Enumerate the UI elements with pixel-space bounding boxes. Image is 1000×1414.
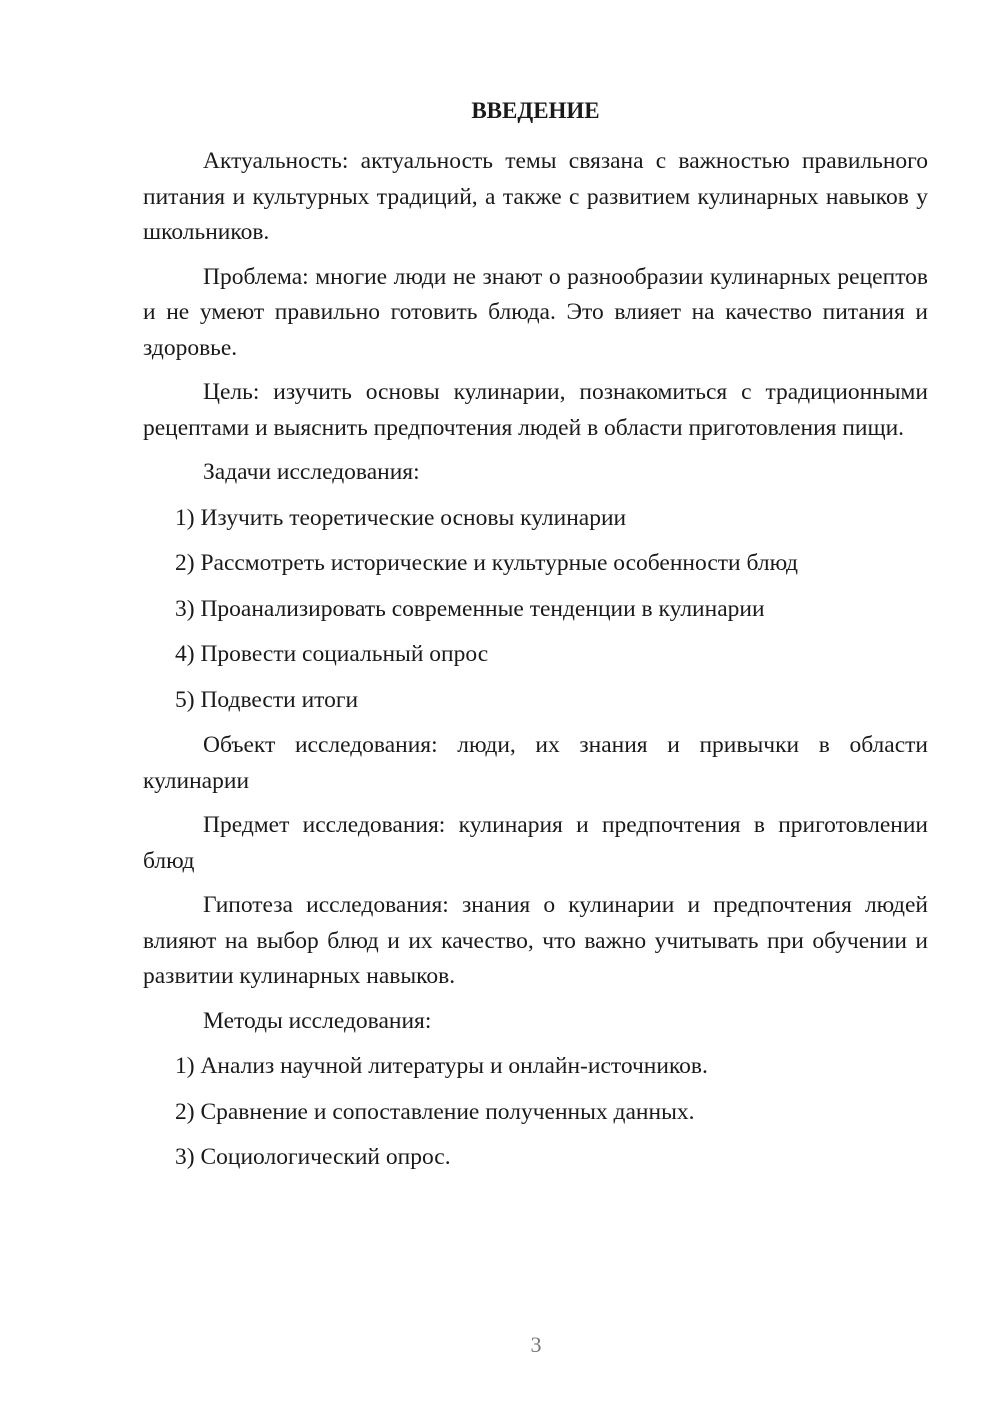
tasks-list	[143, 501, 928, 719]
paragraph-relevance: Актуальность: актуальность темы связана с важностью правильного питания и культурных традиций, а также с развитием кулинарных навыков у школьников.	[143, 148, 928, 245]
list-item: 2) Рассмотреть исторические и культурные особенности блюд	[175, 550, 798, 576]
methods-list	[143, 1049, 928, 1176]
list-item: 1) Анализ научной литературы и онлайн-источников.	[175, 1053, 708, 1079]
page-number: 3	[530, 1332, 542, 1357]
methods-heading: Методы исследования:	[203, 1007, 432, 1034]
list-item: 4) Провести социальный опрос	[175, 641, 489, 667]
list-item: 3) Социологический опрос.	[175, 1144, 451, 1170]
tasks-heading: Задачи исследования:	[203, 459, 420, 485]
paragraph-subject: Предмет исследования: кулинария и предпочтения в приготовлении блюд	[143, 812, 928, 874]
list-item: 2) Сравнение и сопоставление полученных данных.	[175, 1098, 695, 1125]
paragraph-hypothesis: Гипотеза исследования: знания о кулинарии и предпочтения людей влияют на выбор блюд и их качество, что важно учитывать при обучении и развитии кулинарных навыков.	[143, 892, 928, 989]
list-item: 1) Изучить теоретические основы кулинарии	[175, 504, 627, 531]
list-item: 5) Подвести итоги	[175, 686, 359, 713]
list-item: 3) Проанализировать современные тенденции в кулинарии	[175, 595, 765, 622]
paragraph-problem: Проблема: многие люди не знают о разнообразии кулинарных рецептов и не умеют правильно готовить блюда. Это влияет на качество питания и здоровье.	[143, 263, 928, 361]
paragraph-goal: Цель: изучить основы кулинарии, познакомиться с традиционными рецептами и выяснить предпочтения людей в области приготовления пищи.	[143, 379, 928, 441]
page-footer	[0, 1332, 1000, 1358]
page-title: ВВЕДЕНИЕ	[471, 98, 600, 123]
paragraph-object: Объект исследования: люди, их знания и привычки в области кулинарии	[143, 732, 928, 794]
page-content	[143, 92, 928, 1186]
